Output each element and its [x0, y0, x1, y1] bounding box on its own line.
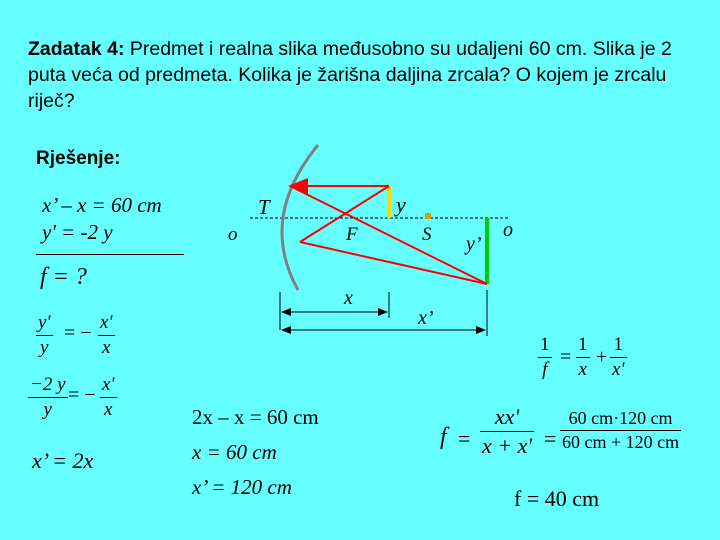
- lens-eq-1-over-xprime: 1 x': [612, 334, 625, 380]
- label-yprime: y’: [466, 233, 482, 255]
- solution-heading: Rješenje:: [36, 148, 121, 169]
- label-o-right: o: [503, 219, 513, 241]
- ray-to-mirror: [300, 186, 389, 242]
- f-equals: =: [458, 426, 471, 451]
- lens-eq-1-over-f: 1 f: [540, 334, 550, 380]
- label-y: y: [396, 192, 406, 217]
- step2-lhs-fraction: −2 y y: [30, 374, 66, 420]
- label-S: S: [422, 224, 432, 245]
- step2-rhs-fraction: x' x: [102, 374, 115, 420]
- label-F: F: [346, 224, 358, 245]
- f-symbol: f: [440, 424, 447, 450]
- final-answer: f = 40 cm: [514, 486, 600, 511]
- f-equals-2: =: [544, 426, 557, 451]
- problem-label: Zadatak 4:: [28, 38, 125, 60]
- lens-eq-plus: +: [596, 346, 608, 368]
- given-line-1: x’ – x = 60 cm: [42, 193, 162, 217]
- given-line-2: y' = -2 y: [42, 220, 113, 244]
- step1-rhs-fraction: x' x: [100, 312, 113, 358]
- unknown-f: f = ?: [40, 264, 87, 290]
- ray-reflected: [300, 242, 487, 284]
- xprime-equals-2x: x’ = 2x: [32, 448, 94, 473]
- step2-equals: = −: [68, 384, 96, 406]
- step1-equals: = −: [64, 322, 92, 344]
- label-x: x: [344, 287, 353, 309]
- result-line-3: x’ = 120 cm: [192, 475, 292, 499]
- lens-eq-1-over-x: 1 x: [578, 334, 588, 380]
- f-fraction-numeric: 60 cm·120 cm 60 cm + 120 cm: [562, 408, 680, 452]
- label-T: T: [258, 195, 270, 219]
- label-O: o: [228, 224, 238, 245]
- f-fraction-symbolic: xx' x + x': [482, 404, 533, 458]
- result-line-2: x = 60 cm: [192, 440, 277, 464]
- step1-lhs-fraction: y' y: [38, 312, 51, 358]
- result-line-1: 2x – x = 60 cm: [192, 405, 319, 429]
- lens-eq-equals: =: [560, 346, 572, 368]
- center-marker: [425, 213, 431, 219]
- problem-text: Predmet i realna slika međusobno su udaljeni 60 cm. Slika je 2 puta veća od predmeta. Kolika je žarišna daljina zrcala? O kojem je zrcalu riječ?: [28, 38, 672, 112]
- label-xprime: x’: [418, 307, 434, 329]
